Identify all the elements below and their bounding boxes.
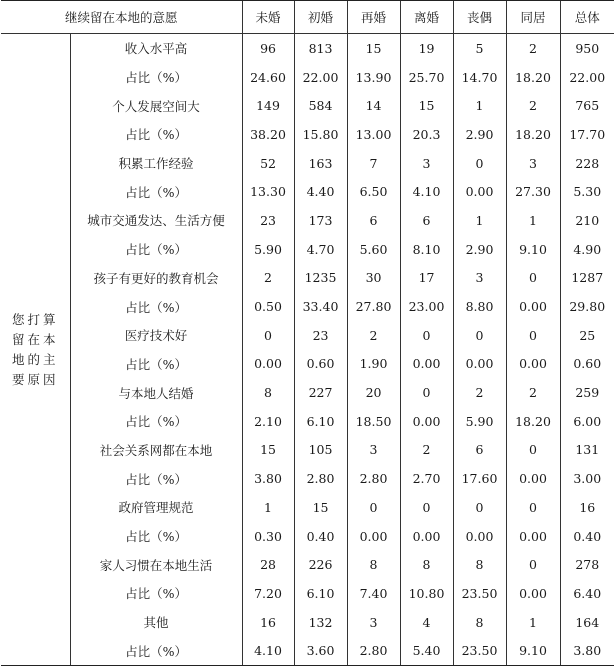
table-row [1,636,614,665]
table-cell: 14 [347,91,400,120]
table-cell: 3.60 [294,636,347,665]
table-cell: 0 [453,321,506,350]
table-body [1,34,614,666]
table-cell: 3.80 [560,636,614,665]
table-cell: 0 [400,493,453,522]
table-cell: 1 [453,206,506,235]
column-header-4: 离婚 [400,1,453,34]
table-cell: 6.50 [347,177,400,206]
column-header-3: 再婚 [347,1,400,34]
table-cell: 24.60 [242,63,294,92]
table-cell: 0.00 [506,579,560,608]
table-cell: 5.90 [242,235,294,264]
table-cell: 15 [294,493,347,522]
table-row [1,177,614,206]
table-row [1,91,614,120]
table-cell: 0.00 [453,522,506,551]
table-row [1,63,614,92]
table-row [1,464,614,493]
table-cell: 1.90 [347,350,400,379]
table-cell: 14.70 [453,63,506,92]
table-cell: 6.10 [294,579,347,608]
table-row [1,149,614,178]
table-row [1,579,614,608]
table-cell: 9.10 [506,235,560,264]
table-cell: 2.70 [400,464,453,493]
table-row [1,350,614,379]
table-cell: 0.40 [560,522,614,551]
table-cell: 0 [506,436,560,465]
table-cell: 18.20 [506,120,560,149]
table-cell: 15 [400,91,453,120]
table-cell: 52 [242,149,294,178]
table-cell: 0.00 [400,350,453,379]
column-header-2: 初婚 [294,1,347,34]
table-row [1,264,614,293]
table-cell: 0 [506,264,560,293]
table-cell: 6 [453,436,506,465]
table-cell: 1 [453,91,506,120]
row-label: 占比（%） [70,350,242,379]
table-cell: 25 [560,321,614,350]
table-cell: 2 [400,436,453,465]
row-label: 其他 [70,608,242,637]
row-label: 占比（%） [70,120,242,149]
table-cell: 30 [347,264,400,293]
table-cell: 3.80 [242,464,294,493]
table-cell: 23.00 [400,292,453,321]
row-label: 占比（%） [70,235,242,264]
table-cell: 13.90 [347,63,400,92]
table-cell: 15 [242,436,294,465]
table-cell: 17 [400,264,453,293]
table-cell: 6.10 [294,407,347,436]
table-cell: 17.70 [560,120,614,149]
table-cell: 3 [347,608,400,637]
table-cell: 7.20 [242,579,294,608]
table-cell: 259 [560,378,614,407]
table-cell: 13.30 [242,177,294,206]
table-cell: 7.40 [347,579,400,608]
table-cell: 6 [400,206,453,235]
table-cell: 0 [400,321,453,350]
table-row [1,206,614,235]
table-cell: 2 [506,34,560,63]
table-cell: 813 [294,34,347,63]
table-cell: 0.00 [453,177,506,206]
table-cell: 3 [453,264,506,293]
table-cell: 0.00 [506,292,560,321]
table-cell: 1235 [294,264,347,293]
table-cell: 584 [294,91,347,120]
table-cell: 0 [453,493,506,522]
column-header-6: 同居 [506,1,560,34]
row-label: 占比（%） [70,636,242,665]
table-row [1,378,614,407]
row-label: 收入水平高 [70,34,242,63]
table-cell: 2.80 [294,464,347,493]
data-table [1,0,614,666]
table-cell: 28 [242,550,294,579]
table-cell: 0.00 [242,350,294,379]
table-cell: 163 [294,149,347,178]
table-cell: 3 [400,149,453,178]
table-cell: 5.60 [347,235,400,264]
table-cell: 0 [242,321,294,350]
table-cell: 2.10 [242,407,294,436]
row-label: 占比（%） [70,522,242,551]
table-cell: 5.40 [400,636,453,665]
table-cell: 0.00 [400,407,453,436]
table-cell: 20 [347,378,400,407]
table-cell: 8 [400,550,453,579]
table-cell: 1 [506,206,560,235]
table-cell: 8 [453,608,506,637]
table-cell: 7 [347,149,400,178]
table-cell: 16 [242,608,294,637]
table-cell: 2 [242,264,294,293]
table-cell: 226 [294,550,347,579]
table-cell: 0.30 [242,522,294,551]
table-cell: 765 [560,91,614,120]
table-cell: 4.90 [560,235,614,264]
table-cell: 0 [506,550,560,579]
row-label: 积累工作经验 [70,149,242,178]
table-cell: 3.00 [560,464,614,493]
table-row [1,34,614,63]
table-cell: 0.00 [506,350,560,379]
table-cell: 0.00 [506,464,560,493]
table-cell: 131 [560,436,614,465]
table-cell: 210 [560,206,614,235]
table-cell: 2.90 [453,120,506,149]
table-cell: 105 [294,436,347,465]
table-cell: 23 [242,206,294,235]
table-cell: 10.80 [400,579,453,608]
table-cell: 8 [347,550,400,579]
table-cell: 19 [400,34,453,63]
table-cell: 950 [560,34,614,63]
table-cell: 27.30 [506,177,560,206]
table-row [1,493,614,522]
table-cell: 0 [347,493,400,522]
table-cell: 4.70 [294,235,347,264]
table-cell: 3 [347,436,400,465]
table-cell: 2 [453,378,506,407]
table-cell: 15 [347,34,400,63]
row-label: 政府管理规范 [70,493,242,522]
table-cell: 4 [400,608,453,637]
table-cell: 5 [453,34,506,63]
table-row [1,522,614,551]
table-cell: 1 [506,608,560,637]
table-cell: 8 [242,378,294,407]
table-cell: 9.10 [506,636,560,665]
table-cell: 15.80 [294,120,347,149]
table-cell: 1 [242,493,294,522]
table-cell: 0.40 [294,522,347,551]
table-cell: 8.10 [400,235,453,264]
table-cell: 6 [347,206,400,235]
table-row [1,235,614,264]
table-cell: 20.3 [400,120,453,149]
column-header-5: 丧偶 [453,1,506,34]
row-label: 个人发展空间大 [70,91,242,120]
table-cell: 16 [560,493,614,522]
table-cell: 278 [560,550,614,579]
table-cell: 0.50 [242,292,294,321]
column-header-intent: 继续留在本地的意愿 [1,1,242,34]
row-label: 社会关系网都在本地 [70,436,242,465]
table-cell: 2 [347,321,400,350]
table-cell: 2.90 [453,235,506,264]
table-cell: 23.50 [453,636,506,665]
table-row [1,321,614,350]
table-cell: 22.00 [560,63,614,92]
table-cell: 149 [242,91,294,120]
table-cell: 2 [506,91,560,120]
table-cell: 132 [294,608,347,637]
table-row [1,550,614,579]
table-cell: 27.80 [347,292,400,321]
table-cell: 3 [506,149,560,178]
table-cell: 33.40 [294,292,347,321]
row-label: 家人习惯在本地生活 [70,550,242,579]
table-cell: 228 [560,149,614,178]
table-cell: 5.30 [560,177,614,206]
row-label: 占比（%） [70,177,242,206]
table-cell: 0.60 [560,350,614,379]
row-label: 占比（%） [70,407,242,436]
table-cell: 18.20 [506,407,560,436]
table-cell: 25.70 [400,63,453,92]
table-cell: 38.20 [242,120,294,149]
column-header-1: 未婚 [242,1,294,34]
table-cell: 1287 [560,264,614,293]
table-row [1,292,614,321]
table-cell: 6.00 [560,407,614,436]
row-label: 占比（%） [70,464,242,493]
table-cell: 0.00 [506,522,560,551]
table-cell: 4.40 [294,177,347,206]
table-cell: 23.50 [453,579,506,608]
table-cell: 23 [294,321,347,350]
table-cell: 0 [506,321,560,350]
row-label: 占比（%） [70,579,242,608]
table-cell: 0.60 [294,350,347,379]
table-cell: 0 [400,378,453,407]
table-row [1,436,614,465]
column-header-7: 总体 [560,1,614,34]
table-cell: 0 [506,493,560,522]
table-cell: 0 [453,149,506,178]
table-cell: 227 [294,378,347,407]
table-cell: 2 [506,378,560,407]
header-row [1,1,614,34]
table-cell: 96 [242,34,294,63]
table-cell: 0.00 [453,350,506,379]
table-row [1,407,614,436]
table-cell: 4.10 [242,636,294,665]
table-cell: 18.50 [347,407,400,436]
table-cell: 13.00 [347,120,400,149]
table-cell: 6.40 [560,579,614,608]
row-label: 占比（%） [70,292,242,321]
row-label: 孩子有更好的教育机会 [70,264,242,293]
row-label: 与本地人结婚 [70,378,242,407]
table-cell: 17.60 [453,464,506,493]
table-cell: 0.00 [400,522,453,551]
table-row [1,608,614,637]
table-cell: 8 [453,550,506,579]
table-cell: 8.80 [453,292,506,321]
row-label: 城市交通发达、生活方便 [70,206,242,235]
table-cell: 5.90 [453,407,506,436]
row-label: 医疗技术好 [70,321,242,350]
table-cell: 173 [294,206,347,235]
table-cell: 164 [560,608,614,637]
table-row [1,120,614,149]
group-label: 您打算留在本地的主要原因 [1,34,70,666]
table-header [1,1,614,34]
table-cell: 2.80 [347,636,400,665]
table-cell: 4.10 [400,177,453,206]
table-cell: 22.00 [294,63,347,92]
table-cell: 18.20 [506,63,560,92]
table-cell: 2.80 [347,464,400,493]
table-cell: 29.80 [560,292,614,321]
row-label: 占比（%） [70,63,242,92]
table-cell: 0.00 [347,522,400,551]
